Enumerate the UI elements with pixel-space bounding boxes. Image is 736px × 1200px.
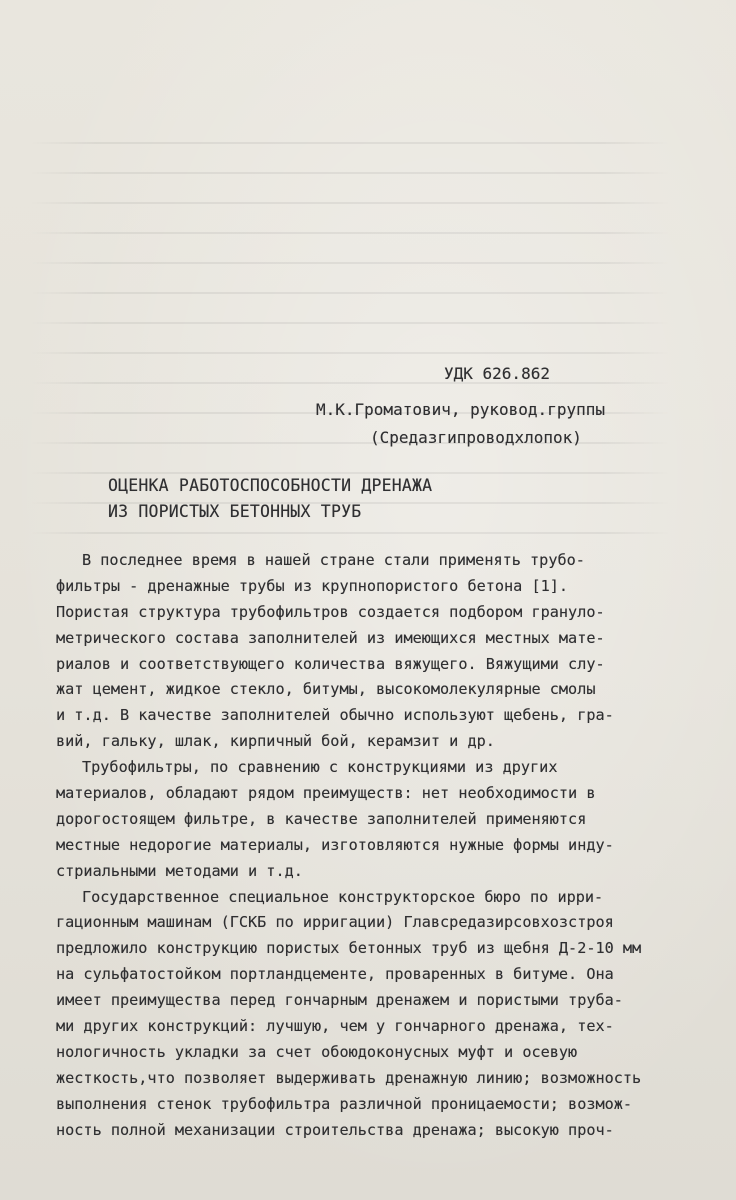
body-line: предложило конструкцию пористых бетонных труб из щебня Д-2-10 мм (56, 939, 642, 958)
body-line: В последнее время в нашей стране стали применять трубо- (82, 551, 585, 569)
body-line: гационным машинам (ГСКБ по ирригации) Главсредазирсовхозстроя (56, 913, 614, 932)
article-title-line-1: ОЦЕНКА РАБОТОСПОСОБНОСТИ ДРЕНАЖА (108, 476, 433, 495)
body-line: материалов, обладают рядом преимуществ: нет необходимости в (56, 784, 596, 803)
body-line: выполнения стенок трубофильтра различной проницаемости; возмож- (56, 1094, 633, 1113)
body-line: риалов и соответствующего количества вяжущего. Вяжущими слу- (56, 654, 605, 673)
body-line: местные недорогие материалы, изготовляются нужные формы инду- (56, 835, 614, 854)
body-line: имеет преимущества перед гончарным дренажем и пористыми труба- (56, 991, 623, 1010)
organization-line: (Средазгипроводхлопок) (370, 428, 582, 447)
body-line: и т.д. В качестве заполнителей обычно используют щебень, гра- (56, 706, 614, 725)
body-line: метрического состава заполнителей из имеющихся местных мате- (56, 628, 605, 647)
body-line: вий, гальку, шлак, кирпичный бой, керамзит и др. (56, 732, 495, 751)
article-title-line-2: ИЗ ПОРИСТЫХ БЕТОННЫХ ТРУБ (108, 502, 362, 521)
body-line: жесткость,что позволяет выдерживать дренажную линию; возможность (56, 1068, 642, 1087)
body-line: фильтры - дренажные трубы из крупнопористого бетона [1]. (56, 576, 569, 595)
article-body (56, 548, 696, 1143)
body-line: Государственное специальное конструкторское бюро по ирри- (82, 887, 604, 906)
body-line: жат цемент, жидкое стекло, битумы, высокомолекулярные смолы (56, 680, 596, 699)
body-line: нологичность укладки за счет обоюдоконусных муфт и осевую (56, 1042, 578, 1061)
body-line: Трубофильтры, по сравнению с конструкциями из других (82, 758, 558, 777)
body-line: ми других конструкций: лучшую, чем у гончарного дренажа, тех- (56, 1017, 614, 1036)
author-line: М.К.Громатович, руковод.группы (316, 400, 605, 419)
body-line: стриальными методами и т.д. (56, 861, 303, 880)
body-line: дорогостоящем фильтре, в качестве заполнителей применяются (56, 809, 587, 828)
body-line: на сульфатостойком портландцементе, проваренных в битуме. Она (56, 965, 614, 984)
body-line: ность полной механизации строительства дренажа; высокую проч- (56, 1120, 614, 1139)
body-line: Пористая структура трубофильтров создается подбором грануло- (56, 602, 605, 621)
udk-code: УДК 626.862 (444, 364, 550, 383)
